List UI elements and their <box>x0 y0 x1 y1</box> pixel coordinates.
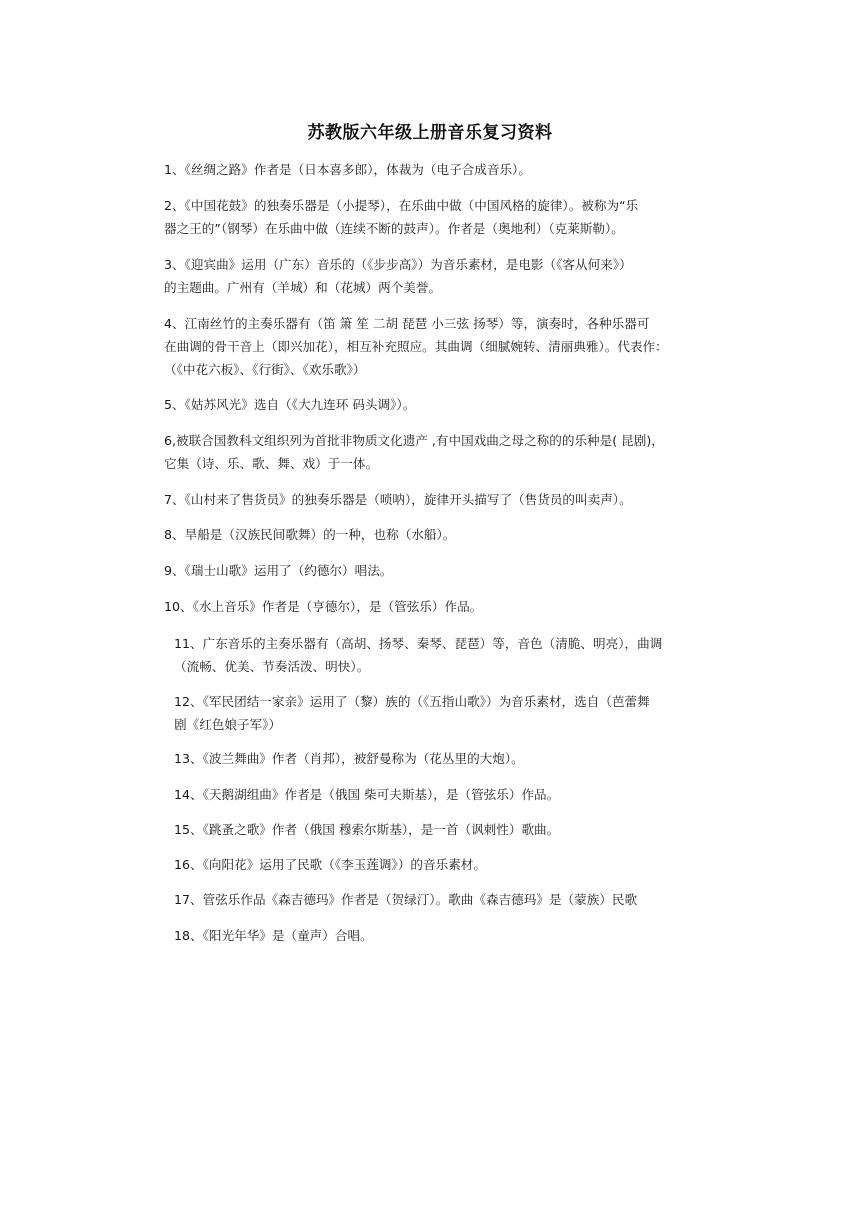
item-text-line: 剧《红色娘子军》） <box>174 717 282 732</box>
item-text-line: （流畅、优美、节奏活泼、明快）。 <box>174 659 370 674</box>
list-item <box>174 783 704 806</box>
item-text-line: 15、《跳蚤之歌》作者（俄国 穆索尔斯基），是一首（讽刺性）歌曲。 <box>174 822 560 837</box>
item-text-line: 16、《向阳花》运用了民歌（《李玉莲调》）的音乐素材。 <box>174 857 486 872</box>
list-item <box>164 312 704 381</box>
list-item <box>174 924 704 947</box>
item-text-line: 9、《瑞士山歌》运用了（约德尔）唱法。 <box>164 563 393 578</box>
item-text-line: 2、《中国花鼓》的独奏乐器是（小提琴），在乐曲中做（中国风格的旋律）。被称为“乐 <box>164 198 639 213</box>
item-text-line: 13、《波兰舞曲》作者（肖邦），被舒曼称为（花丛里的大炮）。 <box>174 751 524 766</box>
item-text-line: 10、《水上音乐》作者是（亨德尔），是（管弦乐）作品。 <box>164 599 483 614</box>
list-item <box>164 559 704 582</box>
list-item <box>174 853 704 876</box>
list-item <box>164 429 704 475</box>
list-item <box>164 158 704 181</box>
item-text-line: 7、《山村来了售货员》的独奏乐器是（唢呐），旋律开头描写了（售货员的叫卖声）。 <box>164 492 632 507</box>
item-text-line: 6,被联合国教科文组织列为首批非物质文化遗产 ,有中国戏曲之母之称的的乐种是( 昆剧)， <box>164 433 664 448</box>
item-text-line: 17、管弦乐作品《森吉德玛》作者是（贺绿汀）。歌曲《森吉德玛》是（蒙族）民歌 <box>174 892 638 907</box>
list-item <box>164 194 704 240</box>
list-item <box>174 818 704 841</box>
item-text-line: 5、《姑苏风光》选自（《大九连环 码头调》）。 <box>164 397 416 412</box>
item-text-line: 14、《天鹅湖组曲》作者是（俄国 柴可夫斯基），是（管弦乐）作品。 <box>174 787 560 802</box>
list-item <box>164 488 704 511</box>
list-item <box>164 393 704 416</box>
list-item <box>174 690 704 736</box>
item-text-line: 8、旱船是（汉族民间歌舞）的一种，也称（水船）。 <box>164 527 456 542</box>
page-title: 苏教版六年级上册音乐复习资料 <box>307 123 553 143</box>
item-text-line: 3、《迎宾曲》运用（广东）音乐的（《步步高》）为音乐素材，是电影（《客从何来》） <box>164 257 632 272</box>
list-item <box>164 253 704 299</box>
list-item <box>174 632 704 678</box>
item-text-line: 器之王的”（钢琴）在乐曲中做（连续不断的鼓声）。作者是（奥地利）（克莱斯勒）。 <box>164 221 624 236</box>
item-text-line: 12、《军民团结一家亲》运用了（黎）族的（《五指山歌》）为音乐素材，选自（芭蕾舞 <box>174 694 650 709</box>
item-text-line: 18、《阳光年华》是（童声）合唱。 <box>174 928 373 943</box>
list-item <box>174 888 704 911</box>
item-text-line: 的主题曲。广州有（羊城）和（花城）两个美誉。 <box>164 280 442 295</box>
item-text-line: （《中花六板》、《行街》、《欢乐歌》） <box>164 362 366 377</box>
item-text-line: 它集（诗、乐、歌、舞、戏）于一体。 <box>164 456 379 471</box>
list-item <box>164 595 704 618</box>
item-text-line: 在曲调的骨干音上（即兴加花），相互补充照应。其曲调（细腻婉转、清丽典雅）。代表作： <box>164 339 668 354</box>
item-text-line: 1、《丝绸之路》作者是（日本喜多郎），体裁为（电子合成音乐）。 <box>164 162 531 177</box>
list-item <box>174 747 704 770</box>
list-item <box>164 523 704 546</box>
item-text-line: 11、广东音乐的主奏乐器有（高胡、扬琴、秦琴、琵琶）等，音色（清脆、明亮），曲调 <box>174 636 663 651</box>
item-text-line: 4、江南丝竹的主奏乐器有（笛 箫 笙 二胡 琵琶 小三弦 扬琴）等，演奏时，各种乐器可 <box>164 316 650 331</box>
